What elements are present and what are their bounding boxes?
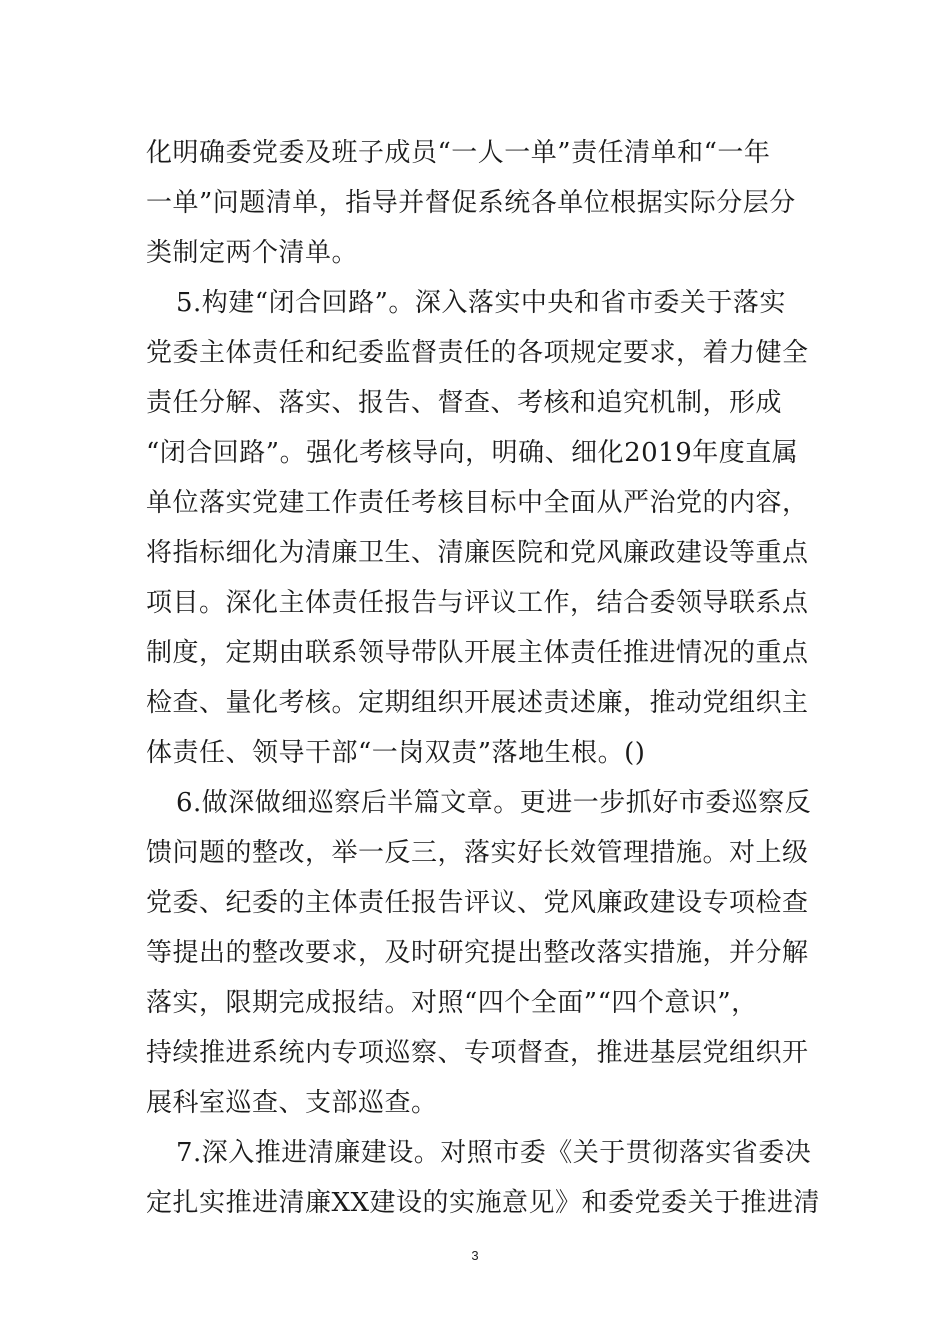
paragraph-line: 落实，限期完成报结。对照“四个全面”“四个意识”，: [146, 988, 758, 1018]
paragraph-line: 化明确委党委及班子成员“一人一单”责任清单和“一年: [146, 138, 771, 168]
paragraph-line: 一单”问题清单，指导并督促系统各单位根据实际分层分: [146, 188, 796, 218]
paragraph-line: 制度，定期由联系领导带队开展主体责任推进情况的重点: [146, 638, 809, 668]
paragraph-line: 将指标细化为清廉卫生、清廉医院和党风廉政建设等重点: [146, 538, 809, 568]
paragraph-line: 党委、纪委的主体责任报告评议、党风廉政建设专项检查: [146, 888, 809, 918]
paragraph-line: 类制定两个清单。: [146, 238, 359, 268]
paragraph-line: 党委主体责任和纪委监督责任的各项规定要求，着力健全: [146, 338, 809, 368]
paragraph-line: “闭合回路”。强化考核导向，明确、细化2019年度直属: [146, 438, 799, 468]
paragraph-line: 单位落实党建工作责任考核目标中全面从严治党的内容，: [146, 488, 809, 518]
paragraph-line: 责任分解、落实、报告、督查、考核和追究机制，形成: [146, 388, 783, 418]
paragraph-line: 展科室巡查、支部巡查。: [146, 1088, 438, 1118]
paragraph-line: 检查、量化考核。定期组织开展述责述廉，推动党组织主: [146, 688, 809, 718]
paragraph-line: 7.深入推进清廉建设。对照市委《关于贯彻落实省委决: [176, 1138, 812, 1168]
paragraph-line: 持续推进系统内专项巡察、专项督查，推进基层党组织开: [146, 1038, 809, 1068]
paragraph-line: 馈问题的整改，举一反三，落实好长效管理措施。对上级: [146, 838, 809, 868]
paragraph-line: 定扎实推进清廉XX建设的实施意见》和委党委关于推进清: [146, 1188, 821, 1218]
page-number: 3: [471, 1248, 479, 1263]
paragraph-line: 5.构建“闭合回路”。深入落实中央和省市委关于落实: [176, 288, 786, 318]
paragraph-line: 项目。深化主体责任报告与评议工作，结合委领导联系点: [146, 588, 809, 618]
paragraph-line: 等提出的整改要求，及时研究提出整改落实措施，并分解: [146, 938, 809, 968]
paragraph-line: 体责任、领导干部“一岗双责”落地生根。(): [146, 738, 646, 768]
paragraph-line: 6.做深做细巡察后半篇文章。更进一步抓好市委巡察反: [176, 788, 812, 818]
